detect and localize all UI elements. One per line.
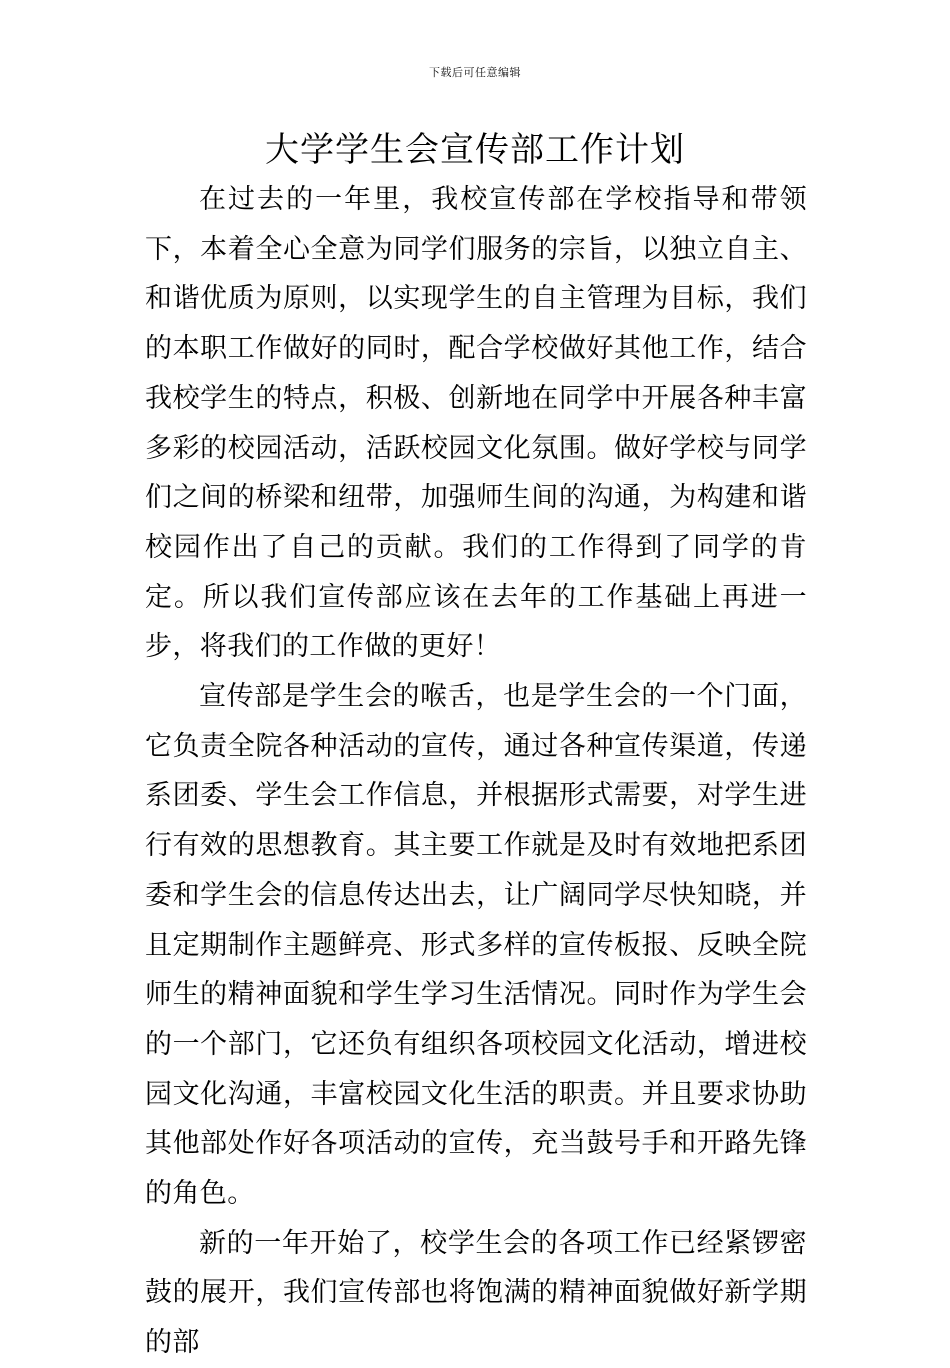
header-note: 下载后可任意编辑 bbox=[429, 66, 521, 79]
page-title: 大学学生会宣传部工作计划 bbox=[265, 130, 685, 170]
paragraph-2: 宣传部是学生会的喉舌，也是学生会的一个门面，它负责全院各种活动的宣传，通过各种宣传渠道，传递系团委、学生会工作信息，并根据形式需要，对学生进行有效的思想教育。其主要工作就是及时有效地把系团委和学生会的信息传达出去，让广阔同学尽快知晓，并且定期制作主题鲜亮、形式多样的宣传板报、反映全院师生的精神面貌和学生学习生活情况。同时作为学生会的一个部门，它还负有组织各项校园文化活动，增进校园文化沟通，丰富校园文化生活的职责。并且要求协助其他部处作好各项活动的宣传，充当鼓号手和开路先锋的角色。 bbox=[145, 681, 807, 1210]
paragraph-1: 在过去的一年里，我校宣传部在学校指导和带领下，本着全心全意为同学们服务的宗旨，以独立自主、和谐优质为原则，以实现学生的自主管理为目标，我们的本职工作做好的同时，配合学校做好其他工作，结合我校学生的特点，积极、创新地在同学中开展各种丰富多彩的校园活动，活跃校园文化氛围。做好学校与同学们之间的桥梁和纽带，加强师生间的沟通，为构建和谐校园作出了自己的贡献。我们的工作得到了同学的肯定。所以我们宣传部应该在去年的工作基础上再进一步，将我们的工作做的更好！ bbox=[145, 184, 807, 663]
paragraph-3: 新的一年开始了，校学生会的各项工作已经紧锣密鼓的展开，我们宣传部也将饱满的精神面貌做好新学期的部 bbox=[145, 1227, 807, 1359]
document-body bbox=[145, 175, 807, 1368]
